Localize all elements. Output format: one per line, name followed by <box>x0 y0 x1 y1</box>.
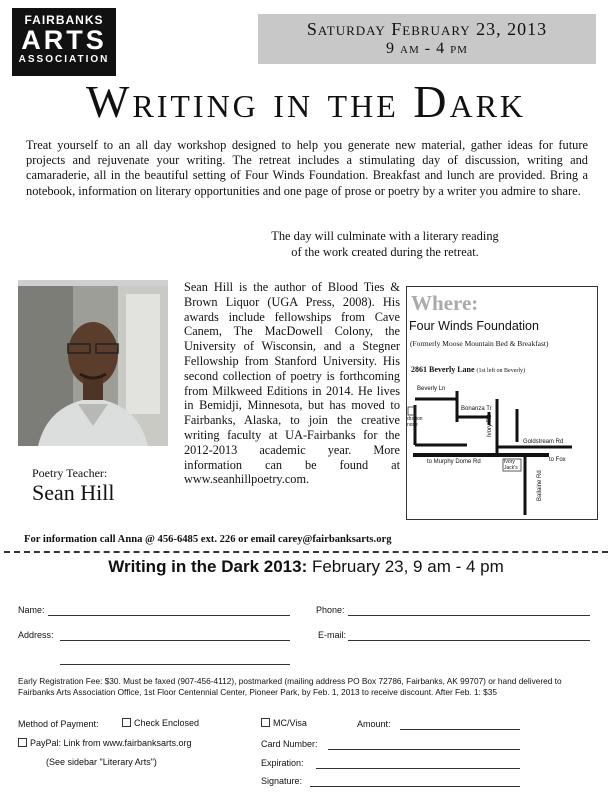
culminate-line2: of the work created during the retreat. <box>291 245 479 259</box>
map-address-note: (1st left on Beverly) <box>476 368 526 374</box>
contact-info: For information call Anna @ 456-6485 ext. 226 or email carey@fairbanksarts.org <box>24 534 392 545</box>
card-number-field[interactable] <box>328 740 520 750</box>
map-label-fox: to Fox <box>549 457 566 463</box>
paypal-checkbox[interactable] <box>18 738 27 747</box>
page-title: Writing in the Dark <box>85 76 527 127</box>
map-label-dragon: dragon nose <box>407 416 423 428</box>
address-label: Address: <box>18 630 54 640</box>
mc-checkbox[interactable] <box>261 718 270 727</box>
payment-method-label: Method of Payment: <box>18 719 99 729</box>
event-time: 9 am - 4 pm <box>386 40 468 57</box>
teacher-name: Sean Hill <box>32 480 115 505</box>
check-checkbox[interactable] <box>122 718 131 727</box>
mc-option[interactable] <box>261 718 307 728</box>
mc-label: MC/Visa <box>273 718 307 728</box>
map-where: Where: <box>411 291 479 315</box>
form-title-bold: Writing in the Dark 2013: <box>108 557 308 576</box>
name-field[interactable] <box>48 606 290 616</box>
amount-field[interactable] <box>400 720 520 730</box>
map-roads <box>407 287 599 521</box>
paypal-label: PayPal: Link from www.fairbanksarts.org <box>30 738 192 748</box>
teacher-role: Poetry Teacher: <box>32 466 108 480</box>
map-label-ivory-jacks: Ivory Jack's <box>504 459 518 471</box>
form-title-rest: February 23, 9 am - 4 pm <box>307 557 504 576</box>
map-label-murphy: to Murphy Dome Rd <box>427 459 481 465</box>
check-option[interactable] <box>122 718 199 728</box>
check-label: Check Enclosed <box>134 718 200 728</box>
card-number-label: Card Number: <box>261 739 318 749</box>
logo-line3: ASSOCIATION <box>18 54 110 65</box>
teacher-bio: Sean Hill is the author of Blood Ties & Brown Liquor (UGA Press, 2008). His awards include fellowships from Cave Canem, The MacDowell Colony, the University of Wisconsin, and a Stegner Fellowship from Stanford University. His second collection of poetry is forthcoming from Milkweed Editions in 2014. He lives in Bemidji, Minnesota, but has moved to Fairbanks, Alaska, to join the creative writing faculty at UA-Fairbanks for the 2012-2013 academic year. More information can be found at www.seanhillpoetry.com. <box>184 280 400 487</box>
map-label-goldstream: Goldstream Rd <box>523 439 564 445</box>
email-label: E-mail: <box>318 630 347 640</box>
fee-info: Early Registration Fee: $30. Must be faxed (907-456-4112), postmarked (mailing address PO Box 72786, Fairbanks, AK 99707) or hand delivered to Fairbanks Arts Association Office, 1st Floor Centennial Center, Pioneer Park, by Feb. 1, 2013 to receive discount. After Feb. 1: $35 <box>18 676 562 697</box>
sidebar-note: (See sidebar "Literary Arts") <box>46 757 157 767</box>
amount-label: Amount: <box>357 719 391 729</box>
expiration-field[interactable] <box>316 759 520 769</box>
map-address-main: 2861 Beverly Lane <box>411 365 475 374</box>
event-date: Saturday February 23, 2013 <box>306 19 548 39</box>
map-label-ivory: Ivory Rd <box>487 414 493 437</box>
address-field[interactable] <box>60 631 290 641</box>
phone-field[interactable] <box>348 606 590 616</box>
culminate-note <box>200 228 570 260</box>
phone-label: Phone: <box>316 605 345 615</box>
map-label-bonanza: Bonanza Tr <box>461 406 492 412</box>
date-banner <box>258 14 596 64</box>
signature-field[interactable] <box>310 777 520 787</box>
intro-paragraph: Treat yourself to an all day workshop designed to help you generate new material, gather ideas for future projects and rejuvenate your writing. The retreat includes a stimulating day of discussion, writing and camaraderie, all in the beautiful setting of Four Winds Foundation. Breakfast and lunch are provided. Bring a notebook, information on literary opportunities and one page of prose or poetry by a writer you admire to share. <box>26 138 588 198</box>
email-field[interactable] <box>348 631 590 641</box>
map-label-beverly: Beverly Ln <box>417 386 446 392</box>
teacher-photo <box>18 280 168 446</box>
paypal-option[interactable] <box>18 738 192 748</box>
location-map <box>406 286 598 520</box>
fairbanks-arts-logo <box>12 8 116 76</box>
expiration-label: Expiration: <box>261 758 304 768</box>
cut-line <box>4 551 608 553</box>
logo-line2: ARTS <box>21 25 107 55</box>
signature-label: Signature: <box>261 776 303 786</box>
address-field-line2[interactable] <box>60 655 290 665</box>
map-label-ballaine: Ballaine Rd <box>537 470 543 501</box>
map-formerly: (Formerly Moose Mountain Bed & Breakfast) <box>410 339 549 348</box>
name-label: Name: <box>18 605 45 615</box>
culminate-line1: The day will culminate with a literary reading <box>271 229 499 243</box>
logo-line1: FAIRBANKS <box>24 13 104 27</box>
map-venue: Four Winds Foundation <box>409 319 539 333</box>
form-title <box>0 557 612 577</box>
